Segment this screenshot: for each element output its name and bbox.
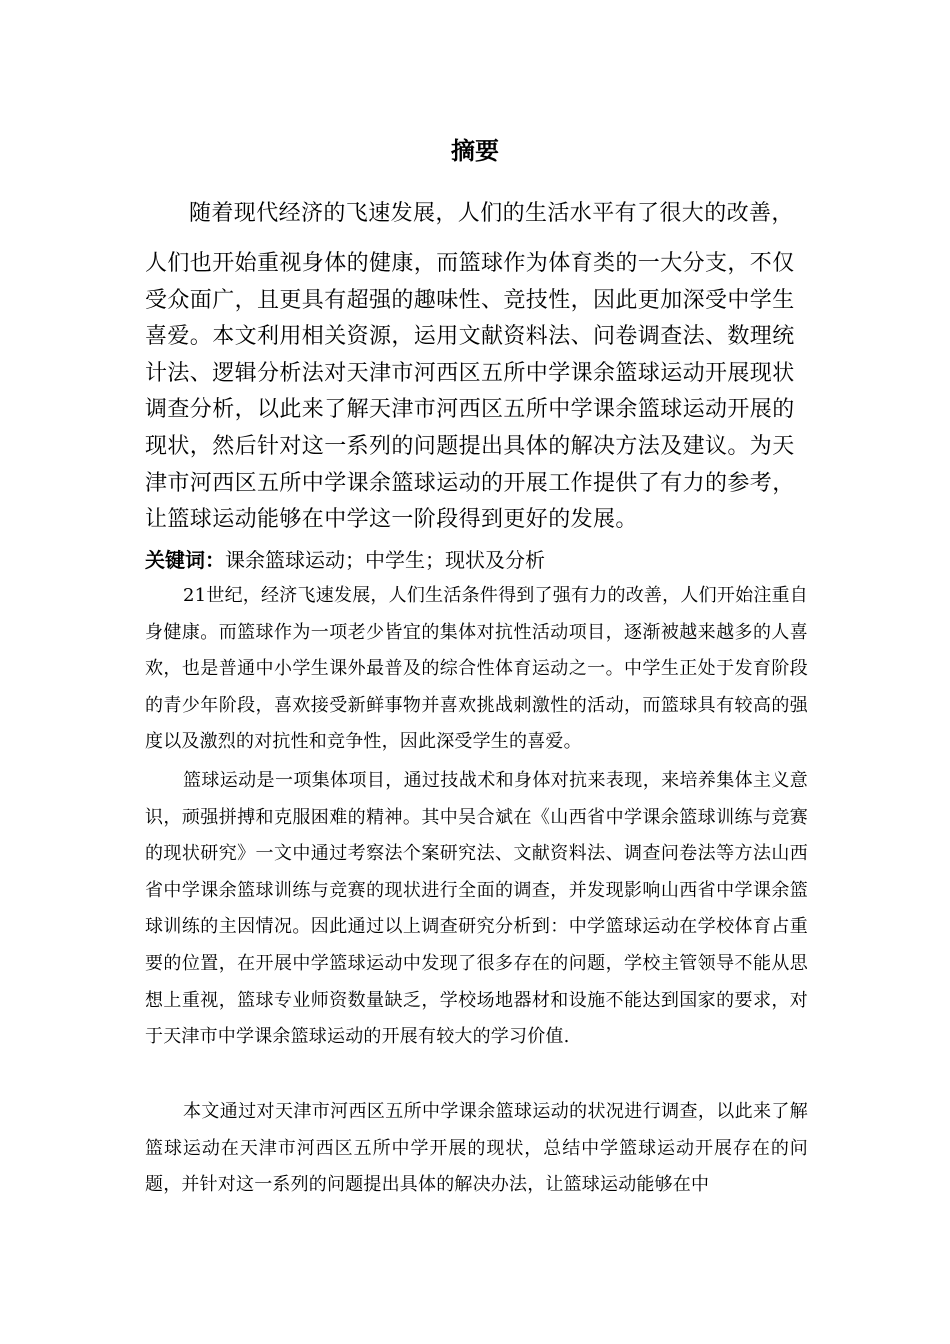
abstract-paragraph: 人们也开始重视身体的健康，而篮球作为体育类的一大分支，不仅受众面广，且更具有超强的趣味性、竞技性，因此更加深受中学生喜爱。本文利用相关资源，运用文献资料法、问卷调查法、数理统计法、逻辑分析法对天津市河西区五所中学课余篮球运动开展现状调查分析，以此来了解天津市河西区五所中学课余篮球运动开展的现状，然后针对这一系列的问题提出具体的解决方法及建议。为天津市河西区五所中学课余篮球运动的开展工作提供了有力的参考，让篮球运动能够在中学这一阶段得到更好的发展。 [145,251,795,533]
keywords-text: 课余篮球运动；中学生；现状及分析 [225,548,545,572]
body-paragraph-2: 篮球运动是一项集体项目，通过技战术和身体对抗来表现，来培养集体主义意识，顽强拼搏和克服困难的精神。其中吴合斌在《山西省中学课余篮球训练与竞赛的现状研究》一文中通过考察法个案研究法、文献资料法、调查问卷法等方法山西省中学课余篮球训练与竞赛的现状进行全面的调查，并发现影响山西省中学课余篮球训练的主因情况。因此通过以上调查研究分析到：中学篮球运动在学校体育占重要的位置，在开展中学篮球运动中发现了很多存在的问题，学校主管领导不能从思想上重视，篮球专业师资数量缺乏，学校场地器材和设施不能达到国家的要求，对于天津市中学课余篮球运动的开展有较大的学习价值. [145,770,808,1048]
keywords-label: 关键词： [145,548,225,572]
body-paragraph-1: 21世纪，经济飞速发展，人们生活条件得到了强有力的改善，人们开始注重自身健康。而篮球作为一项老少皆宜的集体对抗性活动项目，逐渐被越来越多的人喜欢，也是普通中小学生课外最普及的综合性体育运动之一。中学生正处于发育阶段的青少年阶段，喜欢接受新鲜事物并喜欢挑战刺激性的活动，而篮球具有较高的强度以及激烈的对抗性和竞争性，因此深受学生的喜爱。 [145,585,808,753]
body-paragraph-3: 本文通过对天津市河西区五所中学课余篮球运动的状况进行调查，以此来了解篮球运动在天津市河西区五所中学开展的现状，总结中学篮球运动开展存在的问题，并针对这一系列的问题提出具体的解决办法，让篮球运动能够在中 [145,1101,808,1196]
page-title: 摘要 [451,137,499,165]
abstract-first-line: 随着现代经济的飞速发展，人们的生活水平有了很大的改善， [189,201,794,226]
keywords-line [145,545,808,575]
